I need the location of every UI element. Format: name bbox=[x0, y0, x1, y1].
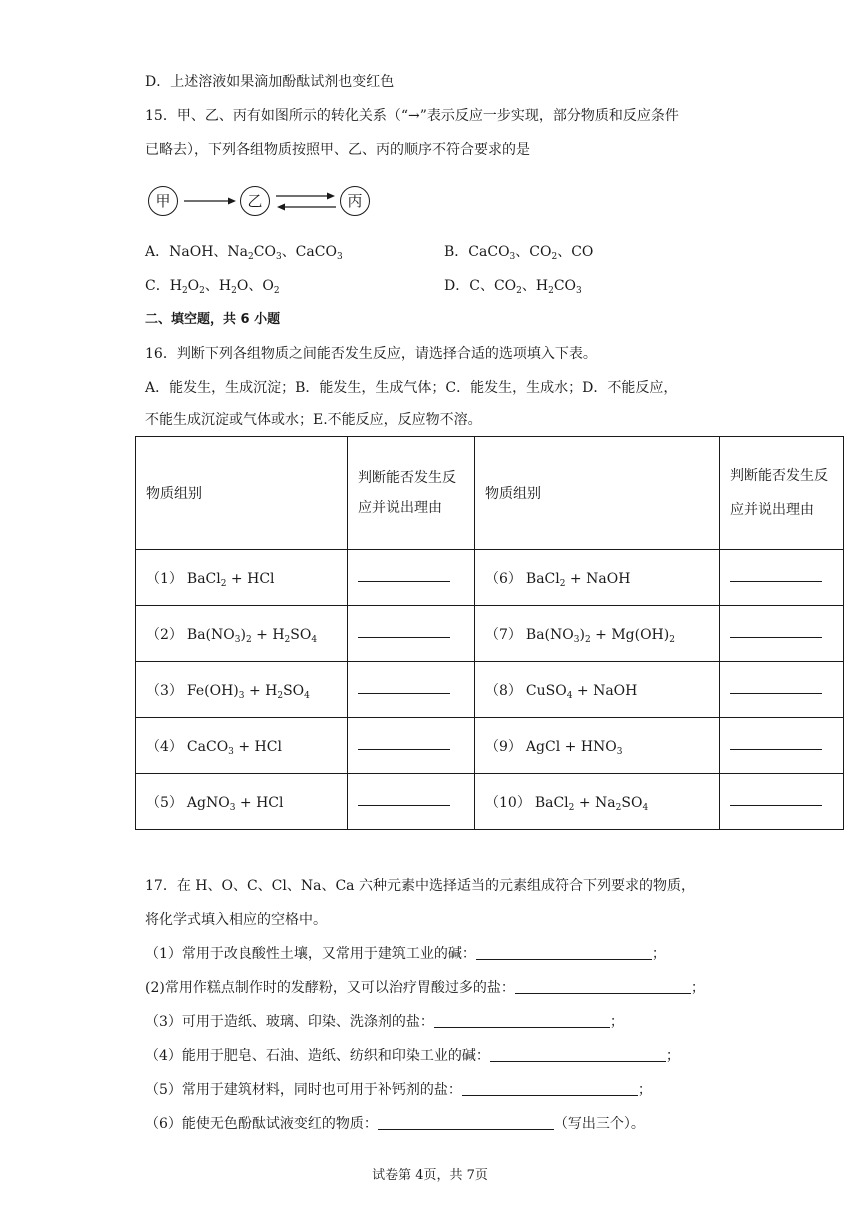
header-group-left: 物质组别 bbox=[136, 437, 348, 550]
answer-blank[interactable] bbox=[434, 1013, 610, 1028]
q15-option-c: C．$H_2O_2$、$H_2O$、$O_2$ bbox=[145, 278, 280, 296]
q16-table bbox=[135, 436, 844, 830]
answer-blank[interactable] bbox=[476, 945, 652, 960]
node-yi: 乙 bbox=[240, 186, 270, 216]
cell-group-8: （8） CuSO$_4$ + NaOH bbox=[475, 662, 720, 718]
q17-item-5: （5）常用于建筑材料，同时也可用于补钙剂的盐： ； bbox=[145, 1082, 652, 1098]
table-row bbox=[136, 774, 844, 830]
q16-choices-line2: 不能生成沉淀或气体或水；E.不能反应，反应物不溶。 bbox=[145, 412, 482, 428]
table-header-row bbox=[136, 437, 844, 550]
answer-blank[interactable] bbox=[378, 1115, 554, 1130]
q17-item-4: （4）能用于肥皂、石油、造纸、纺织和印染工业的碱： ； bbox=[145, 1048, 680, 1064]
section-title: 二、填空题，共 6 小题 bbox=[145, 312, 281, 327]
answer-blank[interactable] bbox=[490, 1047, 666, 1062]
q17-item-6: （6）能使无色酚酞试液变红的物质： （写出三个）。 bbox=[145, 1116, 645, 1132]
answer-blank-2[interactable] bbox=[348, 606, 475, 662]
answer-blank-8[interactable] bbox=[720, 662, 844, 718]
answer-blank-7[interactable] bbox=[720, 606, 844, 662]
q15-conversion-diagram bbox=[146, 186, 376, 218]
q15-stem-line2: 已略去），下列各组物质按照甲、乙、丙的顺序不符合要求的是 bbox=[145, 142, 530, 158]
node-jia: 甲 bbox=[148, 186, 178, 216]
answer-blank-5[interactable] bbox=[348, 774, 475, 830]
answer-blank-9[interactable] bbox=[720, 718, 844, 774]
table-row bbox=[136, 718, 844, 774]
answer-blank-1[interactable] bbox=[348, 550, 475, 606]
cell-group-1: （1） BaCl$_2$ + HCl bbox=[136, 550, 348, 606]
answer-blank-6[interactable] bbox=[720, 550, 844, 606]
q17-item-3: （3）可用于造纸、玻璃、印染、洗涤剂的盐： ； bbox=[145, 1014, 624, 1030]
cell-group-5: （5） AgNO$_3$ + HCl bbox=[136, 774, 348, 830]
header-group-right: 物质组别 bbox=[475, 437, 720, 550]
table-row bbox=[136, 606, 844, 662]
q15-option-d: D．C、$CO_2$、$H_2CO_3$ bbox=[444, 278, 582, 296]
cell-group-7: （7） $Ba(NO_3)_2 + Mg(OH)_2$ bbox=[475, 606, 720, 662]
table-row bbox=[136, 550, 844, 606]
cell-group-4: （4） CaCO$_3$ + HCl bbox=[136, 718, 348, 774]
node-bing: 丙 bbox=[340, 186, 370, 216]
answer-blank-3[interactable] bbox=[348, 662, 475, 718]
header-judge-left: 判断能否发生反应并说出理由 bbox=[348, 437, 475, 550]
answer-blank-4[interactable] bbox=[348, 718, 475, 774]
answer-blank[interactable] bbox=[515, 979, 691, 994]
q15-option-b: B．CaCO$_3$、$CO_2$、CO bbox=[444, 244, 594, 262]
cell-group-3: （3） $Fe(OH)_3 + H_2SO_4$ bbox=[136, 662, 348, 718]
q15-stem-line1: 15．甲、乙、丙有如图所示的转化关系（“→”表示反应一步实现，部分物质和反应条件 bbox=[145, 108, 679, 124]
table-row bbox=[136, 662, 844, 718]
header-judge-right: 判断能否发生反应并说出理由 bbox=[720, 437, 844, 550]
q17-stem-line1: 17．在 H、O、C、Cl、Na、Ca 六种元素中选择适当的元素组成符合下列要求的物质， bbox=[145, 878, 695, 894]
q17-item-1: （1）常用于改良酸性土壤，又常用于建筑工业的碱： ； bbox=[145, 946, 666, 962]
page-footer: 试卷第 4页，共 7页 bbox=[372, 1168, 488, 1183]
q14-option-d: D．上述溶液如果滴加酚酞试剂也变红色 bbox=[145, 74, 395, 90]
arrows-icon bbox=[146, 186, 376, 218]
q17-item-2: (2)常用作糕点制作时的发酵粉，又可以治疗胃酸过多的盐： ； bbox=[145, 980, 705, 996]
cell-group-6: （6） BaCl$_2$ + NaOH bbox=[475, 550, 720, 606]
answer-blank[interactable] bbox=[462, 1081, 638, 1096]
q16-choices-line1: A．能发生，生成沉淀；B．能发生，生成气体；C．能发生，生成水；D．不能反应， bbox=[145, 380, 678, 396]
q15-option-a: A．NaOH、$Na_2CO_3$、CaCO$_3$ bbox=[145, 244, 343, 262]
cell-group-2: （2） $Ba(NO_3)_2 + H_2SO_4$ bbox=[136, 606, 348, 662]
q16-stem: 16．判断下列各组物质之间能否发生反应，请选择合适的选项填入下表。 bbox=[145, 346, 597, 362]
cell-group-9: （9） AgCl + $HNO_3$ bbox=[475, 718, 720, 774]
answer-blank-10[interactable] bbox=[720, 774, 844, 830]
q17-stem-line2: 将化学式填入相应的空格中。 bbox=[145, 912, 327, 928]
cell-group-10: （10） BaCl$_2$ + $Na_2SO_4$ bbox=[475, 774, 720, 830]
